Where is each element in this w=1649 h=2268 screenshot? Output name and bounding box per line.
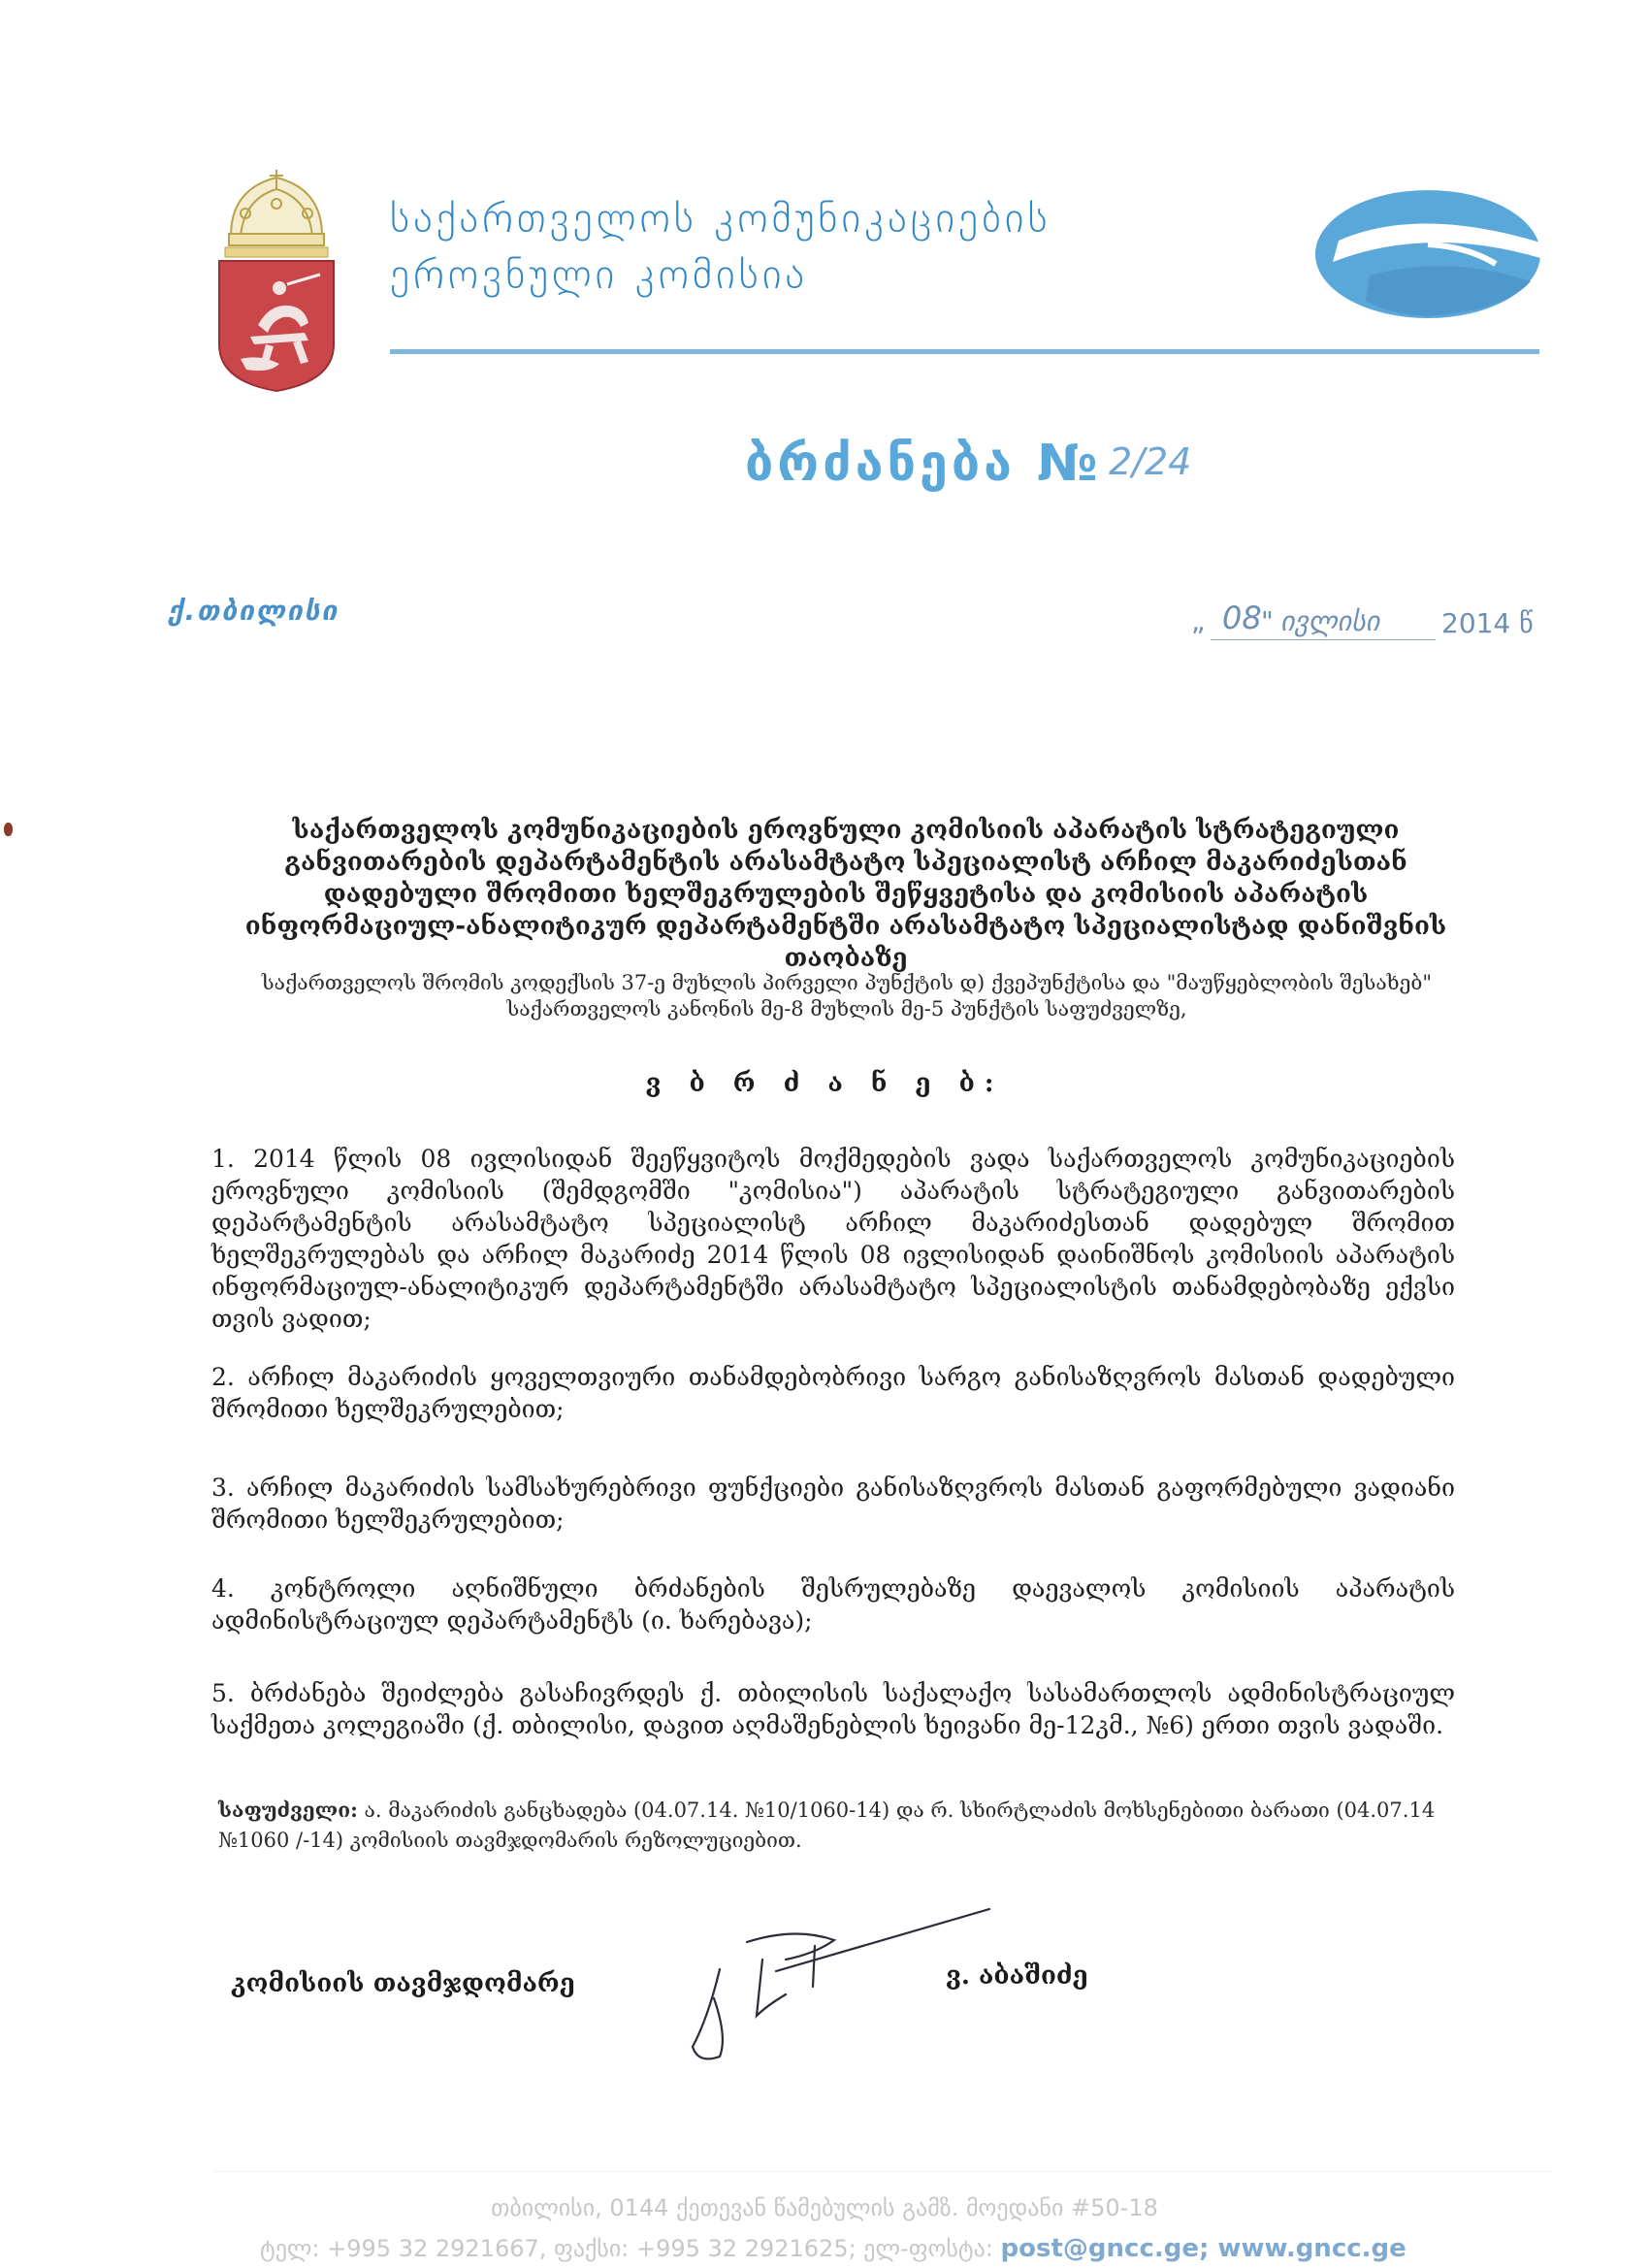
order-point-4: 4. კონტროლი აღნიშნული ბრძანების შესრულებაზე დაევალოს კომისიის აპარატის ადმინისტრაციულ დეპარტამენტს (ი. ხარებავა); (211, 1574, 1455, 1635)
footer-address: თბილისი, 0144 ქეთევან წამებულის გამზ. მოედანი #50-18 (491, 2194, 1158, 2221)
date-quote-close: " (1261, 605, 1274, 637)
legal-basis: საქართველოს შრომის კოდექსის 37-ე მუხლის პირველი პუნქტის დ) ქვეპუნქტისა და "მაუწყებლობის შესახებ" საქართველოს კანონის მე-8 მუხლის მე-5 პუნქტის საფუძველზე, (261, 971, 1433, 1021)
organization-title-line2: ეროვნული კომისია (390, 250, 809, 298)
basis-label: საფუძველი: (218, 1798, 358, 1822)
footer-email-website[interactable]: post@gncc.ge; www.gncc.ge (1000, 2234, 1406, 2263)
date-underline (1211, 639, 1436, 640)
basis-note (218, 1795, 1455, 1856)
footer-divider (213, 2171, 1552, 2172)
gncc-logo-icon (1311, 186, 1544, 322)
date-month: ივლისი (1280, 605, 1380, 637)
margin-ink-mark (4, 823, 13, 836)
footer-phone-fax: ტელ: +995 32 2921667, ფაქსი: +995 32 2921625; ელ-ფოსტა: (260, 2235, 993, 2262)
order-number: 2/24 (1109, 440, 1192, 483)
date-year: 2014 წ (1441, 607, 1534, 639)
order-point-1: 1. 2014 წლის 08 ივლისიდან შეეწყვიტოს მოქმედების ვადა საქართველოს კომუნიკაციების ეროვნული კომისიის (შემდგომში "კომისია") აპარატის სტრატეგიული განვითარების დეპარტამენტის არასამტატო სპეციალისტ არჩილ მაკარიძესთან დადებულ შრომით ხელშეკრულებას და არჩილ მაკარიძე 2014 წლის 08 ივლისიდან დაინიშნოს კომისიის აპარატის ინფორმაციულ-ანალიტიკურ დეპარტამენტში არასამტატო სპეციალისტის თანამდებობაზე ექვსი თვის ვადით; (211, 1145, 1455, 1333)
letterhead-divider (390, 349, 1539, 354)
georgian-coat-of-arms-icon (211, 160, 342, 393)
order-point-2: 2. არჩილ მაკარიძის ყოველთვიური თანამდებობრივი სარგო განისაზღვროს მასთან დადებული შრომითი ხელშეკრულებით; (211, 1363, 1455, 1423)
signatory-role: კომისიის თავმჯდომარე (231, 1969, 575, 1998)
document-heading: საქართველოს კომუნიკაციების ეროვნული კომისიის აპარატის სტრატეგიული განვითარების დეპარტამენტის არასამტატო სპეციალისტ არჩილ მაკარიძესთან დადებული შრომითი ხელშეკრულების შეწყვეტისა და კომისიის აპარატის ინფორმაციულ-ანალიტიკურ დეპარტამენტში არასამტატო სპეციალისტად დანიშვნის თაობაზე (244, 816, 1447, 973)
order-point-5: 5. ბრძანება შეიძლება გასაჩივრდეს ქ. თბილისის საქალაქო სასამართლოს ადმინისტრაციულ საქმეთა კოლეგიაში (ქ. თბილისი, დავით აღმაშენებლის ხეივანი მე-12კმ., №6) ერთი თვის ვადაში. (211, 1679, 1455, 1739)
city-name: ქ.თბილისი (168, 595, 340, 627)
organization-title (390, 190, 1263, 303)
order-title: ბრძანება № (745, 435, 1102, 493)
date-quote-open: „ (1191, 605, 1206, 637)
signatory-name: ვ. აბაშიძე (946, 1961, 1088, 1991)
basis-text: ა. მაკარიძის განცხადება (04.07.14. №10/1060-14) და რ. სხირტლაძის მოხსენებითი ბარათი (04.07.14 №1060 /-14) კომისიის თავმჯდომარის რეზოლუციებით. (218, 1798, 1436, 1852)
date-day: 08 (1222, 599, 1262, 636)
decree-word: ვ ბ რ ძ ა ნ ე ბ: (645, 1069, 1004, 1098)
footer-contacts (260, 2234, 1406, 2263)
order-point-3: 3. არჩილ მაკარიძის სამსახურებრივი ფუნქციები განისაზღვროს მასთან გაფორმებული ვადიანი შრომითი ხელშეკრულებით; (211, 1474, 1455, 1534)
organization-title-line1: საქართველოს კომუნიკაციების (390, 194, 1051, 242)
document-date (1191, 599, 1540, 644)
